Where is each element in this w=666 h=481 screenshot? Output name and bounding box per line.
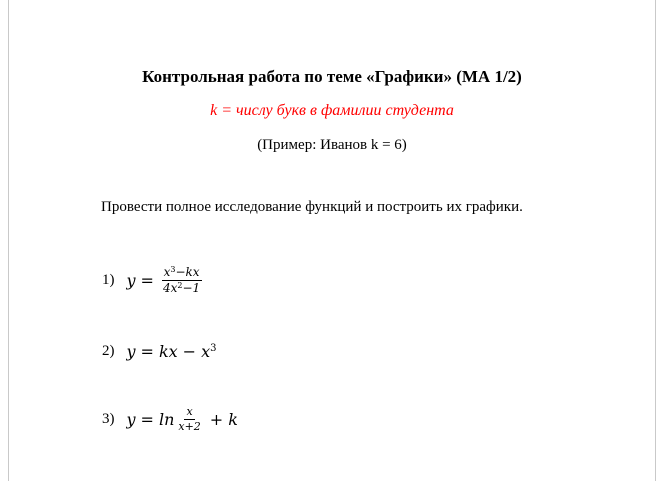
- task-1: [102, 266, 204, 295]
- document-title: Контрольная работа по теме «Графики» (МА 1/2): [142, 67, 522, 86]
- denominator-base: 4x: [162, 281, 178, 296]
- fraction-numerator: x: [184, 406, 194, 420]
- term-2-base: x: [201, 342, 211, 361]
- task-number: 2): [102, 343, 115, 359]
- task-2: [102, 342, 216, 361]
- numerator-rest: −kx: [175, 265, 200, 279]
- task-number: 1): [102, 272, 115, 289]
- formula-plus: +: [209, 410, 224, 430]
- formula-term-1: kx: [158, 342, 178, 361]
- formula-equals: =: [140, 271, 154, 291]
- formula-lhs: y: [126, 342, 136, 361]
- fraction-denominator: [161, 281, 202, 295]
- denominator-rest: −1: [182, 281, 201, 296]
- task-number: 3): [102, 411, 115, 428]
- fraction-denominator: x+2: [178, 420, 201, 434]
- numerator-base: x: [163, 265, 171, 279]
- formula-1: [127, 266, 205, 295]
- formula-3: [127, 406, 238, 433]
- denominator-exponent: 2: [177, 281, 183, 291]
- task-3: [102, 406, 238, 433]
- fraction-numerator: [162, 266, 202, 281]
- document-subtitle: k = числу букв в фамилии студента: [210, 102, 454, 119]
- formula-equals: =: [140, 410, 154, 430]
- formula-fraction: [176, 406, 202, 433]
- formula-lhs: y: [126, 271, 136, 291]
- formula-2: [127, 342, 217, 361]
- task-instruction: Провести полное исследование функций и построить их графики.: [101, 199, 523, 215]
- formula-term-2: [201, 342, 216, 361]
- numerator-exponent: 3: [170, 265, 176, 274]
- formula-equals: =: [140, 342, 154, 361]
- example-note: (Пример: Иванов k = 6): [257, 137, 407, 153]
- formula-term: k: [228, 410, 238, 430]
- formula-minus: −: [182, 342, 197, 361]
- formula-lhs: y: [126, 410, 136, 430]
- document-page: [8, 0, 656, 481]
- formula-function: ln: [158, 410, 175, 430]
- formula-fraction: [161, 266, 202, 295]
- term-2-exponent: 3: [210, 343, 217, 354]
